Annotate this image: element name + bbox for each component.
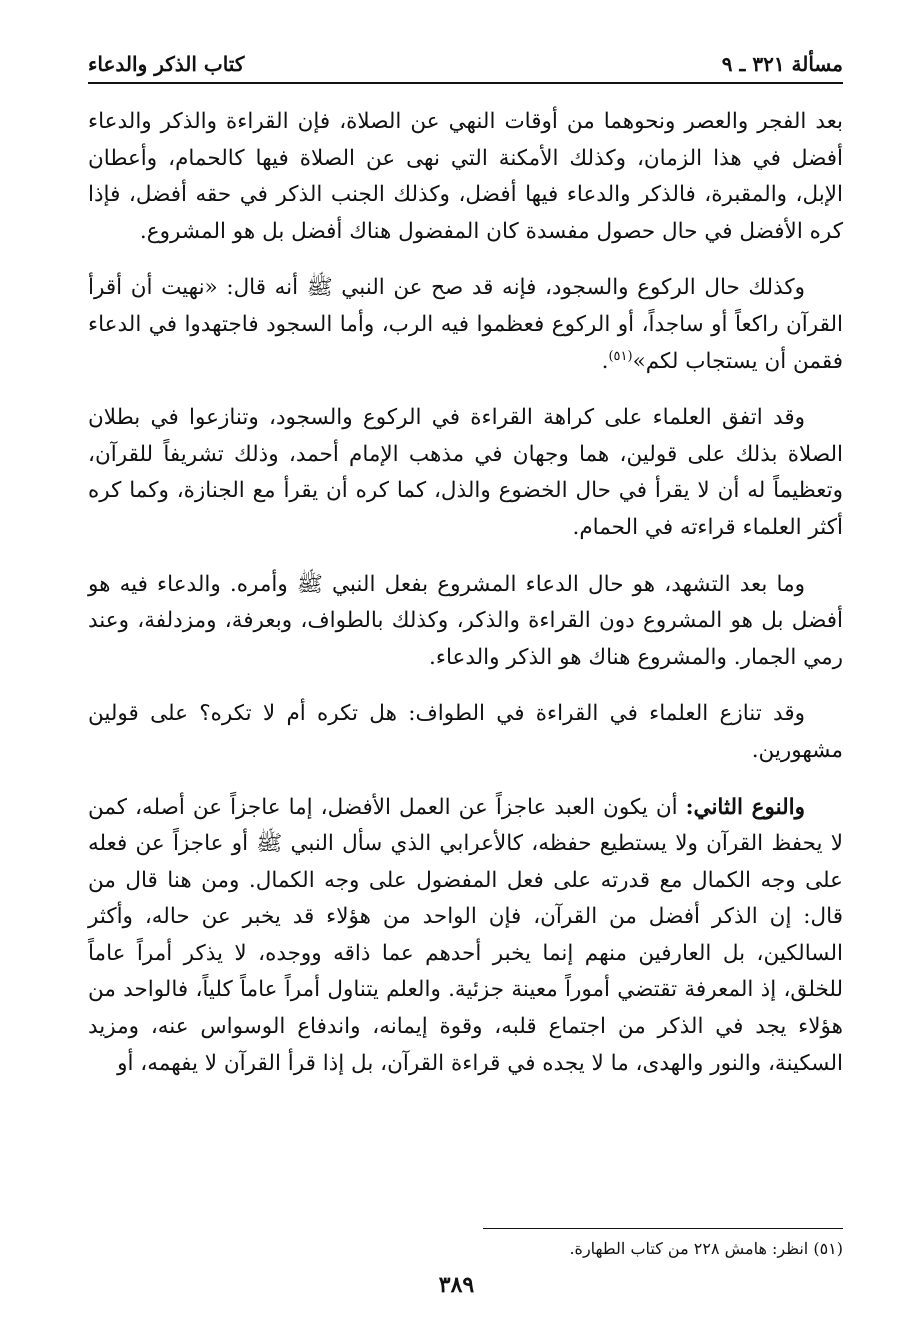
footnote-reference: (٥١) <box>608 348 633 364</box>
second-kind-text: أن يكون العبد عاجزاً عن العمل الأفضل، إما عاجزاً عن أصله، كمن لا يحفظ القرآن ولا يستطيع حفظه، كالأعرابي الذي سأل النبي ﷺ أو عاجزاً عن فعله على وجه الكمال مع قدرته على فعل المفضول على وجه الكمال. ومن هنا قال من قال: إن الذكر أفضل من القرآن، فإن الواحد من هؤلاء قد يخبر عن حاله، وأكثر السالكين، بل العارفين منهم إنما يخبر أحدهم عما ذاقه ووجده، لا يذكر أمراً عاماً للخلق، إذ المعرفة تقتضي أموراً معينة جزئية. والعلم يتناول أمراً عاماً كلياً، فالواحد من هؤلاء يجد في الذكر من اجتماع قلبه، وقوة إيمانه، واندفاع الوسواس عنه، ومزيد السكينة، والنور والهدى، ما لا يجده في قراءة القرآن، بل إذا قرأ القرآن لا يفهمه، أو <box>88 794 843 1076</box>
running-header <box>88 40 843 84</box>
header-section-number: مسألة ٣٢١ ـ ٩ <box>721 52 843 76</box>
paragraph-3: وقد اتفق العلماء على كراهة القراءة في الركوع والسجود، وتنازعوا في بطلان الصلاة بذلك على قولين، هما وجهان في مذهب الإمام أحمد، وذلك تشريفاً للقرآن، وتعظيماً له أن لا يقرأ في حال الخضوع والذل، كما كره أن يقرأ مع الجنازة، وكما كره أكثر العلماء قراءته في الحمام. <box>88 405 843 540</box>
footnote: (٥١) انظر: هامش ٢٢٨ من كتاب الطهارة. <box>569 1239 843 1258</box>
page-number: ٣٨٩ <box>438 1272 475 1298</box>
main-text <box>88 104 843 1102</box>
paragraph-1: بعد الفجر والعصر ونحوهما من أوقات النهي عن الصلاة، فإن القراءة والذكر والدعاء أفضل في هذا الزمان، وكذلك الأمكنة التي نهى عن الصلاة فيها كالحمام، وأعطان الإبل، والمقبرة، فالذكر والدعاء فيها أفضل، وكذلك الجنب الذكر في حقه أفضل، فإذا كره الأفضل في حال حصول مفسدة كان المفضول هناك أفضل بل هو المشروع. <box>88 109 843 244</box>
header-book-title: كتاب الذكر والدعاء <box>88 52 245 76</box>
footnote-divider <box>483 1228 843 1229</box>
paragraph-5: وقد تنازع العلماء في القراءة في الطواف: هل تكره أم لا تكره؟ على قولين مشهورين. <box>88 701 843 763</box>
paragraph-2 <box>88 270 843 380</box>
paragraph-2-end: . <box>601 348 609 374</box>
paragraph-6 <box>88 790 843 1083</box>
second-kind-heading: والنوع الثاني: <box>685 794 805 820</box>
paragraph-2-text: وكذلك حال الركوع والسجود، فإنه قد صح عن النبي ﷺ أنه قال: «نهيت أن أقرأ القرآن راكعاً أو ساجداً، أو الركوع فعظموا فيه الرب، وأما السجود فاجتهدوا في الدعاء فقمن أن يستجاب لكم» <box>88 275 843 374</box>
paragraph-4: وما بعد التشهد، هو حال الدعاء المشروع بفعل النبي ﷺ وأمره. والدعاء فيه هو أفضل بل هو المشروع دون القراءة والذكر، وكذلك بالطواف، وبعرفة، ومزدلفة، وعند رمي الجمار. والمشروع هناك هو الذكر والدعاء. <box>88 571 843 670</box>
